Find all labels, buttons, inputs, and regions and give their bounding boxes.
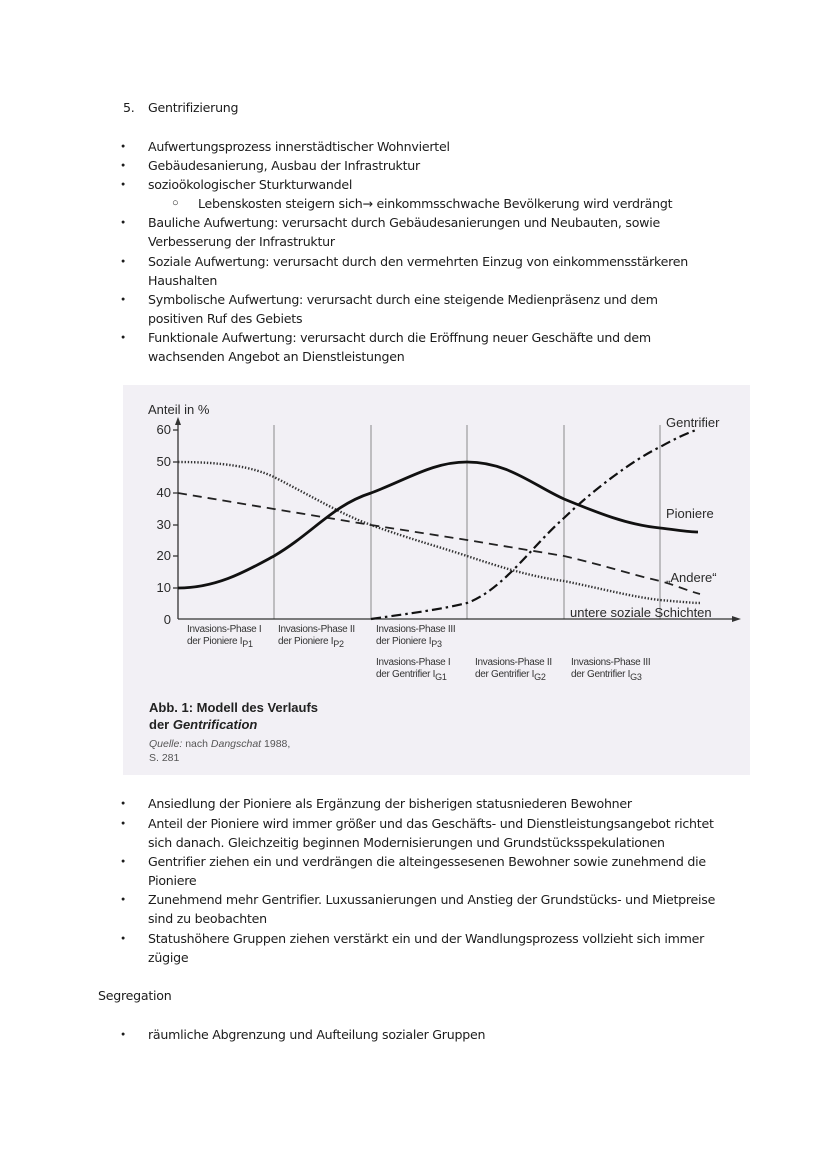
phase-label-g3: Invasions-Phase III der Gentrifier $I_{G3}$ <box>571 657 651 682</box>
label-pioniere: Pioniere <box>666 506 714 521</box>
list-item: Gebäudesanierung, Ausbau der Infrastruktur <box>148 158 420 173</box>
y-axis-arrow-icon <box>175 417 181 425</box>
bullet-icon <box>121 1025 125 1046</box>
list-item: Statushöhere Gruppen ziehen verstärkt ein und der Wandlungsprozess vollzieht sich immer <box>148 931 705 946</box>
section-number: 5. <box>123 100 135 115</box>
list-item: Zunehmend mehr Gentrifier. Luxussanierungen und Anstieg der Grundstücks- und Mietpreise <box>148 892 716 907</box>
y-tick-30: 30 <box>156 517 171 532</box>
list-item: Bauliche Aufwertung: verursacht durch Gebäudesanierungen und Neubauten, sowie <box>148 215 660 230</box>
y-tick-0: 0 <box>163 612 171 627</box>
segregation-heading: Segregation <box>98 988 172 1003</box>
list-item-continued: Pioniere <box>148 873 197 888</box>
figure-source: Quelle: nach Dangschat 1988, S. 281 <box>149 738 291 764</box>
sub-list-item: Lebenskosten steigern sich→ einkommsschwache Bevölkerung wird verdrängt <box>198 196 673 211</box>
bullet-icon <box>121 252 125 273</box>
bullet-icon <box>121 213 125 234</box>
series-untere-soziale-schichten <box>178 462 700 603</box>
list-item: räumliche Abgrenzung und Aufteilung sozialer Gruppen <box>148 1027 486 1042</box>
bullet-icon <box>121 137 125 158</box>
list-item: sozioökologischer Sturkturwandel <box>148 177 353 192</box>
list-item-continued: positiven Ruf des Gebiets <box>148 311 303 326</box>
y-axis-label: Anteil in % <box>148 402 210 417</box>
bullet-icon <box>121 890 125 911</box>
y-tick-50: 50 <box>156 454 171 469</box>
y-tick-60: 60 <box>156 422 171 437</box>
section-title: Gentrifizierung <box>148 100 239 115</box>
list-item: Soziale Aufwertung: verursacht durch den vermehrten Einzug von einkommensstärkeren <box>148 254 689 269</box>
bullet-icon <box>121 156 125 177</box>
phase-label-p3: Invasions-Phase III der Pioniere $I_{P3}$ <box>376 624 456 649</box>
list-item-continued: sich danach. Gleichzeitig beginnen Modernisierungen und Grundstücksspekulationen <box>148 835 665 850</box>
bullet-icon <box>121 175 125 196</box>
list-item: Gentrifier ziehen ein und verdrängen die alteingessesenen Bewohner sowie zunehmend die <box>148 854 706 869</box>
phase-label-p2: Invasions-Phase II der Pioniere $I_{P2}$ <box>278 624 355 649</box>
bullet-icon <box>121 794 125 815</box>
phase-boundary-lines <box>274 425 660 619</box>
list-item-continued: Verbesserung der Infrastruktur <box>148 234 335 249</box>
gentrification-model-figure <box>123 385 750 775</box>
bullet-icon <box>121 290 125 311</box>
label-gentrifier: Gentrifier <box>666 415 720 430</box>
list-item: Anteil der Pioniere wird immer größer und das Geschäfts- und Dienstleistungsangebot richtet <box>148 816 714 831</box>
bullet-icon <box>121 929 125 950</box>
list-item: Symbolische Aufwertung: verursacht durch eine steigende Medienpräsenz und dem <box>148 292 658 307</box>
list-item: Funktionale Aufwertung: verursacht durch die Eröffnung neuer Geschäfte und dem <box>148 330 651 345</box>
series-andere <box>178 493 700 594</box>
y-tick-40: 40 <box>156 485 171 500</box>
series-gentrifier <box>371 430 696 619</box>
phase-label-g1: Invasions-Phase I der Gentrifier $I_{G1}$ <box>376 657 451 682</box>
circle-bullet-icon: ○ <box>172 197 179 209</box>
label-untere-soziale-schichten: untere soziale Schichten <box>570 605 712 620</box>
y-tick-20: 20 <box>156 548 171 563</box>
list-item-continued: wachsenden Angebot an Dienstleistungen <box>148 349 405 364</box>
list-item-continued: sind zu beobachten <box>148 911 267 926</box>
list-item-continued: Haushalten <box>148 273 218 288</box>
phase-label-g2: Invasions-Phase II der Gentrifier $I_{G2}$ <box>475 657 552 682</box>
bullet-icon <box>121 852 125 873</box>
x-axis-arrow-icon <box>732 616 741 622</box>
bullet-icon <box>121 328 125 349</box>
y-tick-10: 10 <box>156 580 171 595</box>
bullet-icon <box>121 814 125 835</box>
label-andere: „Andere“ <box>666 570 717 585</box>
list-item-continued: zügige <box>148 950 189 965</box>
series-pioniere <box>178 462 698 588</box>
phase-label-p1: Invasions-Phase I der Pioniere $I_{P1}$ <box>187 624 262 649</box>
list-item: Ansiedlung der Pioniere als Ergänzung der bisherigen statusniederen Bewohner <box>148 796 632 811</box>
list-item: Aufwertungsprozess innerstädtischer Wohnviertel <box>148 139 450 154</box>
figure-caption: Abb. 1: Modell des Verlaufs der Gentrification <box>149 700 319 732</box>
